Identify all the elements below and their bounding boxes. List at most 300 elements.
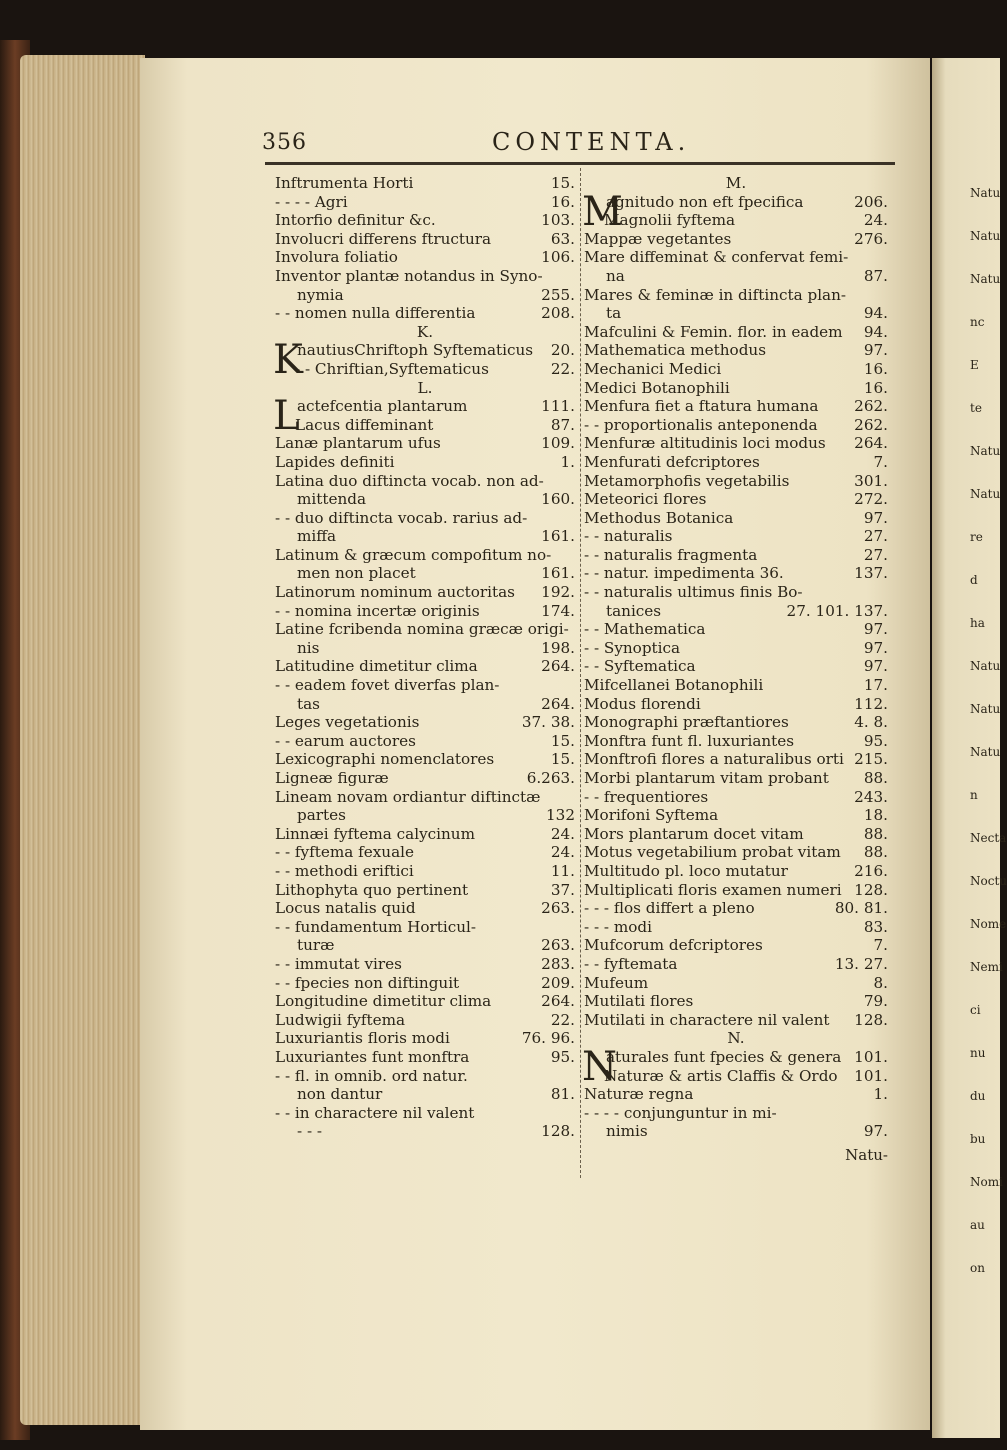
entry-text: - - immutat vires bbox=[275, 954, 402, 973]
page-reference: 137. bbox=[854, 564, 888, 583]
page-reference: 24. bbox=[863, 211, 888, 230]
facing-page-fragment: du bbox=[970, 1089, 986, 1103]
index-entry bbox=[275, 1085, 575, 1104]
entry-text: Lanæ plantarum ufus bbox=[275, 434, 441, 453]
entry-text: - - naturalis ultimus finis Bo- bbox=[584, 583, 803, 602]
index-entry bbox=[584, 1085, 888, 1104]
entry-text: - - frequentiores bbox=[584, 787, 709, 806]
entry-text: - - methodi eriftici bbox=[275, 861, 414, 880]
index-entry bbox=[275, 1011, 575, 1030]
index-entry bbox=[275, 788, 575, 807]
page-reference: 243. bbox=[854, 787, 888, 806]
facing-page-fragment: Necta bbox=[970, 831, 1007, 845]
index-entry bbox=[584, 248, 888, 267]
index-entry bbox=[584, 862, 888, 881]
index-entry bbox=[275, 918, 575, 937]
page-edges bbox=[20, 55, 145, 1425]
facing-page-fragment: Natu bbox=[970, 229, 1001, 243]
entry-text: - - Syftematica bbox=[584, 657, 696, 676]
page-reference: 76. 96. bbox=[521, 1029, 575, 1048]
index-column-right bbox=[582, 174, 888, 1165]
page-reference: 24. bbox=[550, 824, 575, 843]
entry-text: Naturæ & artis Claffis & Ordo bbox=[604, 1066, 838, 1085]
page-reference: 87. bbox=[863, 266, 888, 285]
facing-page-fragment: ha bbox=[970, 616, 985, 630]
index-entry bbox=[275, 713, 575, 732]
page-reference: 198. bbox=[541, 638, 575, 657]
page-reference: 301. bbox=[854, 471, 888, 490]
page-reference: 263. bbox=[541, 899, 575, 918]
page-reference: 97. bbox=[863, 1122, 888, 1141]
entry-text: Mares & feminæ in diftincta plan- bbox=[584, 285, 847, 304]
index-entry bbox=[275, 174, 575, 193]
entry-text: - - Mathematica bbox=[584, 620, 706, 639]
entry-text: - - Synoptica bbox=[584, 638, 681, 657]
entry-text: Inventor plantæ notandus in Syno- bbox=[275, 266, 543, 285]
page-reference: 15. bbox=[550, 750, 575, 769]
index-entry bbox=[275, 434, 575, 453]
index-entry bbox=[275, 230, 575, 249]
entry-text: - - nomen nulla differentia bbox=[275, 304, 476, 323]
page-reference: 111. bbox=[541, 397, 575, 416]
entry-text: Mufcorum defcriptores bbox=[584, 936, 763, 955]
index-entry bbox=[584, 360, 888, 379]
drop-cap: K bbox=[273, 337, 303, 384]
index-entry bbox=[584, 918, 888, 937]
entry-text: Medici Botanophili bbox=[584, 378, 730, 397]
index-entry bbox=[584, 881, 888, 900]
book-page bbox=[140, 58, 930, 1430]
entry-text: Latina duo diftincta vocab. non ad- bbox=[275, 471, 544, 490]
page-reference: 80. 81. bbox=[834, 899, 888, 918]
entry-text: Mufeum bbox=[584, 973, 649, 992]
index-entry bbox=[275, 750, 575, 769]
index-entry bbox=[275, 620, 575, 639]
page-reference: 88. bbox=[863, 769, 888, 787]
entry-text: - - - - conjunguntur in mi- bbox=[584, 1103, 777, 1122]
index-entry bbox=[584, 434, 888, 453]
facing-page-fragment: te bbox=[970, 401, 982, 415]
page-reference: 283. bbox=[541, 954, 575, 973]
page-reference: 97. bbox=[863, 508, 888, 527]
page-reference: 22. bbox=[550, 1010, 575, 1029]
entry-text: partes bbox=[297, 806, 346, 825]
index-entry bbox=[584, 341, 888, 360]
page-reference: 95. bbox=[863, 731, 888, 750]
entry-text: Involura foliatio bbox=[275, 248, 398, 267]
page-reference: 27. 101. 137. bbox=[786, 601, 888, 620]
facing-page-fragment: n bbox=[970, 788, 978, 802]
page-reference: 17. bbox=[863, 676, 888, 695]
entry-text: Monographi præftantiores bbox=[584, 713, 789, 732]
index-entry bbox=[275, 639, 575, 658]
page-reference: 81. bbox=[550, 1085, 575, 1104]
entry-text: aturales funt fpecies & genera bbox=[606, 1047, 842, 1066]
index-entry bbox=[584, 936, 888, 955]
index-entry bbox=[275, 769, 575, 788]
index-entry bbox=[275, 899, 575, 918]
page-reference: 264. bbox=[854, 434, 888, 453]
page-reference: 16. bbox=[863, 378, 888, 397]
drop-cap: N bbox=[582, 1043, 617, 1090]
index-entry bbox=[275, 1067, 575, 1086]
entry-text: - - fl. in omnib. ord natur. bbox=[275, 1066, 468, 1085]
entry-text: Leges vegetationis bbox=[275, 713, 420, 732]
facing-page-fragment: au bbox=[970, 1218, 985, 1232]
entry-text: Multiplicati floris examen numeri bbox=[584, 880, 842, 899]
index-entry bbox=[275, 286, 575, 305]
column-divider bbox=[580, 168, 582, 1178]
heading-text: K. bbox=[416, 322, 434, 341]
drop-cap: L bbox=[273, 393, 300, 440]
page-reference: 4. 8. bbox=[854, 713, 888, 732]
index-entry bbox=[584, 750, 888, 769]
page-reference: 132 bbox=[546, 806, 575, 825]
index-entry bbox=[584, 1104, 888, 1123]
page-reference: 103. bbox=[541, 211, 575, 230]
entry-text: men non placet bbox=[297, 564, 416, 583]
entry-text: Lexicographi nomenclatores bbox=[275, 750, 495, 769]
page-reference: 263. bbox=[541, 936, 575, 955]
entry-text: Latitudine dimetitur clima bbox=[275, 657, 478, 676]
entry-text: Linnæi fyftema calycinum bbox=[275, 824, 475, 843]
entry-text: Modus florendi bbox=[584, 694, 701, 713]
index-entry bbox=[275, 1029, 575, 1048]
entry-text: miffa bbox=[297, 527, 337, 546]
page-reference: 174. bbox=[541, 601, 575, 620]
index-entry bbox=[584, 230, 888, 249]
index-entry bbox=[584, 806, 888, 825]
heading-text: L. bbox=[417, 378, 433, 397]
index-entry bbox=[275, 360, 575, 379]
entry-text: turæ bbox=[297, 936, 335, 955]
entry-text: Mare diffeminat & confervat femi- bbox=[584, 248, 849, 267]
entry-text: Mafculini & Femin. flor. in eadem bbox=[584, 322, 843, 341]
entry-text: Methodus Botanica bbox=[584, 508, 734, 527]
page-reference: 15. bbox=[550, 174, 575, 192]
entry-text: Inftrumenta Horti bbox=[275, 174, 414, 192]
index-entry bbox=[275, 992, 575, 1011]
facing-page-fragment: bu bbox=[970, 1132, 986, 1146]
page-reference: 262. bbox=[854, 415, 888, 434]
entry-text: Intorfio definitur &c. bbox=[275, 211, 436, 230]
entry-text: Multitudo pl. loco mutatur bbox=[584, 861, 788, 880]
entry-text: Magnolii fyftema bbox=[604, 211, 736, 230]
index-entry bbox=[275, 936, 575, 955]
entry-text: - - - bbox=[297, 1122, 323, 1141]
entry-text: Mathematica methodus bbox=[584, 341, 766, 360]
entry-text: actefcentia plantarum bbox=[297, 397, 468, 416]
entry-text: agnitudo non eft fpecifica bbox=[606, 192, 804, 211]
index-entry bbox=[584, 267, 888, 286]
page-reference: 262. bbox=[854, 397, 888, 416]
index-entry bbox=[275, 509, 575, 528]
facing-page-fragment: Nome bbox=[970, 917, 1007, 931]
facing-page-fragment: Natu bbox=[970, 659, 1001, 673]
entry-text: Morbi plantarum vitam probant bbox=[584, 769, 829, 787]
index-entry bbox=[584, 509, 888, 528]
index-entry bbox=[584, 323, 888, 342]
facing-page-fragment: E bbox=[970, 358, 979, 372]
entry-text: - - fyftema fexuale bbox=[275, 843, 414, 862]
index-entry bbox=[584, 1067, 888, 1086]
entry-text: Mutilati in charactere nil valent bbox=[584, 1010, 830, 1029]
page-number: 356 bbox=[262, 130, 307, 155]
entry-text: Mifcellanei Botanophili bbox=[584, 676, 764, 695]
page-reference: 37. bbox=[550, 880, 575, 899]
index-entry bbox=[584, 472, 888, 491]
entry-text: Lineam novam ordiantur diftinctæ bbox=[275, 787, 541, 806]
index-entry bbox=[584, 955, 888, 974]
entry-text: - - in charactere nil valent bbox=[275, 1103, 475, 1122]
facing-page-fragment: ci bbox=[970, 1003, 981, 1017]
index-entry bbox=[584, 825, 888, 844]
page-reference: 1. bbox=[873, 1085, 888, 1104]
index-entry bbox=[584, 527, 888, 546]
index-entry bbox=[584, 974, 888, 993]
index-entry bbox=[584, 1011, 888, 1030]
entry-text: Monftra funt fl. luxuriantes bbox=[584, 731, 795, 750]
index-entry bbox=[275, 472, 575, 491]
page-reference: 79. bbox=[863, 992, 888, 1011]
page-reference: 161. bbox=[541, 564, 575, 583]
entry-text: na bbox=[606, 266, 625, 285]
page-reference: 18. bbox=[863, 806, 888, 825]
index-entry bbox=[275, 1048, 575, 1067]
entry-text: Latinorum nominum auctoritas bbox=[275, 583, 515, 602]
facing-page-fragment: re bbox=[970, 530, 983, 544]
page-reference: 160. bbox=[541, 490, 575, 509]
page-reference: 27. bbox=[863, 527, 888, 546]
page-reference: 208. bbox=[541, 304, 575, 323]
index-entry bbox=[584, 843, 888, 862]
index-entry bbox=[584, 992, 888, 1011]
entry-text: Naturæ regna bbox=[584, 1085, 694, 1104]
index-entry bbox=[275, 825, 575, 844]
page-reference: 88. bbox=[863, 843, 888, 862]
entry-text: Menfurati defcriptores bbox=[584, 452, 760, 471]
index-entry bbox=[275, 527, 575, 546]
letter-heading bbox=[275, 323, 575, 342]
index-entry bbox=[275, 732, 575, 751]
facing-page-fragment: on bbox=[970, 1261, 985, 1275]
entry-text: Longitudine dimetitur clima bbox=[275, 992, 492, 1011]
page-reference: 161. bbox=[541, 527, 575, 546]
entry-text: Ligneæ figuræ bbox=[275, 769, 389, 787]
entry-text: - - - flos differt a pleno bbox=[584, 899, 755, 918]
entry-text: non dantur bbox=[297, 1085, 383, 1104]
facing-page-fragment: Nemi bbox=[970, 960, 1003, 974]
index-entry bbox=[584, 286, 888, 305]
index-entry bbox=[584, 788, 888, 807]
entry-text: Metamorphofis vegetabilis bbox=[584, 471, 790, 490]
letter-heading bbox=[584, 1029, 888, 1048]
page-reference: 112. bbox=[854, 694, 888, 713]
facing-page-fragment: nc bbox=[970, 315, 985, 329]
entry-text: Luxuriantis floris modi bbox=[275, 1029, 450, 1048]
page-reference: 106. bbox=[541, 248, 575, 267]
facing-page-fragment: Natu bbox=[970, 745, 1001, 759]
entry-text: Latine fcribenda nomina græcæ origi- bbox=[275, 620, 569, 639]
page-reference: 101. bbox=[854, 1066, 888, 1085]
facing-page-fragment: Natu bbox=[970, 272, 1001, 286]
index-entry bbox=[584, 416, 888, 435]
page-heading: CONTENTA. bbox=[492, 128, 691, 156]
page-reference: 128. bbox=[854, 880, 888, 899]
entry-text: Mors plantarum docet vitam bbox=[584, 824, 804, 843]
index-entry bbox=[584, 713, 888, 732]
page-reference: 264. bbox=[541, 694, 575, 713]
index-entry bbox=[275, 955, 575, 974]
page-reference: 37. 38. bbox=[521, 713, 575, 732]
index-entry bbox=[275, 193, 575, 212]
index-entry bbox=[275, 416, 575, 435]
index-entry bbox=[275, 695, 575, 714]
index-entry bbox=[584, 657, 888, 676]
index-entry bbox=[584, 602, 888, 621]
entry-text: - - fpecies non diftinguit bbox=[275, 973, 460, 992]
page-reference: 264. bbox=[541, 657, 575, 676]
index-entry bbox=[275, 564, 575, 583]
entry-text: nis bbox=[297, 638, 320, 657]
page-reference: 216. bbox=[854, 861, 888, 880]
page-reference: 272. bbox=[854, 490, 888, 509]
entry-text: Locus natalis quid bbox=[275, 899, 416, 918]
page-reference: 128. bbox=[541, 1122, 575, 1141]
page-reference: 97. bbox=[863, 657, 888, 676]
page-reference: 6.263. bbox=[526, 769, 575, 787]
entry-text: Mappæ vegetantes bbox=[584, 229, 732, 248]
page-reference: 255. bbox=[541, 285, 575, 304]
entry-text: mittenda bbox=[297, 490, 367, 509]
page-reference: 24. bbox=[550, 843, 575, 862]
letter-heading bbox=[275, 379, 575, 398]
page-reference: 87. bbox=[550, 415, 575, 434]
page-reference: 95. bbox=[550, 1047, 575, 1066]
index-entry bbox=[275, 602, 575, 621]
page-reference: 7. bbox=[873, 936, 888, 955]
page-reference: 264. bbox=[541, 992, 575, 1011]
facing-page-fragment: nu bbox=[970, 1046, 986, 1060]
index-entry bbox=[584, 564, 888, 583]
page-reference: 15. bbox=[550, 731, 575, 750]
page-reference: 101. bbox=[854, 1047, 888, 1066]
facing-page-fragment: Natu bbox=[970, 487, 1001, 501]
facing-page-fragment: Nomi bbox=[970, 1175, 1003, 1189]
page-reference: 13. 27. bbox=[834, 954, 888, 973]
entry-text: tanices bbox=[606, 601, 662, 620]
page-reference: 97. bbox=[863, 341, 888, 360]
index-entry bbox=[584, 732, 888, 751]
index-entry bbox=[275, 806, 575, 825]
entry-text: tas bbox=[297, 694, 320, 713]
entry-text: Involucri differens ftructura bbox=[275, 229, 492, 248]
facing-page-fragment: d bbox=[970, 573, 978, 587]
entry-text: - - fundamentum Horticul- bbox=[275, 917, 477, 936]
page-reference: 97. bbox=[863, 638, 888, 657]
page-reference: 20. bbox=[550, 341, 575, 360]
index-entry bbox=[275, 843, 575, 862]
index-column-left bbox=[275, 174, 575, 1141]
index-entry bbox=[275, 453, 575, 472]
entry-text: - - naturalis bbox=[584, 527, 673, 546]
entry-text: - - duo diftincta vocab. rarius ad- bbox=[275, 508, 528, 527]
facing-page-fragment: Noctu bbox=[970, 874, 1007, 888]
page-reference: 8. bbox=[873, 973, 888, 992]
facing-page-edge bbox=[932, 58, 1007, 1438]
entry-text: - - Chriftian,Syftematicus bbox=[295, 359, 489, 378]
page-reference: 63. bbox=[550, 229, 575, 248]
page-reference: 215. bbox=[854, 750, 888, 769]
page-reference: 209. bbox=[541, 973, 575, 992]
index-entry bbox=[584, 546, 888, 565]
page-reference: 11. bbox=[550, 861, 575, 880]
page-reference: 22. bbox=[550, 359, 575, 378]
entry-text: Motus vegetabilium probat vitam bbox=[584, 843, 841, 862]
index-entry bbox=[584, 620, 888, 639]
index-entry bbox=[275, 1122, 575, 1141]
index-entry bbox=[584, 676, 888, 695]
entry-text: Lacus diffeminant bbox=[295, 415, 434, 434]
entry-text: Monftrofi flores a naturalibus orti bbox=[584, 750, 844, 769]
index-entry bbox=[584, 583, 888, 602]
page-reference: 27. bbox=[863, 545, 888, 564]
entry-text: - - - modi bbox=[584, 917, 653, 936]
index-entry bbox=[275, 267, 575, 286]
page-reference: 88. bbox=[863, 824, 888, 843]
page-reference: 276. bbox=[854, 229, 888, 248]
page-reference: 16. bbox=[863, 359, 888, 378]
entry-text: Menfura fiet a ftatura humana bbox=[584, 397, 819, 416]
letter-heading bbox=[584, 174, 888, 193]
entry-text: - - eadem fovet diverfas plan- bbox=[275, 676, 500, 695]
index-entry bbox=[584, 397, 888, 416]
catchword: Natu- bbox=[845, 1146, 888, 1165]
index-entry bbox=[275, 211, 575, 230]
page-reference: 206. bbox=[854, 192, 888, 211]
index-entry bbox=[584, 379, 888, 398]
index-entry bbox=[584, 899, 888, 918]
page-reference: 94. bbox=[863, 304, 888, 323]
page-reference: 97. bbox=[863, 620, 888, 639]
index-entry bbox=[584, 1122, 888, 1141]
entry-text: - - fyftemata bbox=[584, 954, 678, 973]
entry-text: Meteorici flores bbox=[584, 490, 707, 509]
header-rule bbox=[265, 162, 895, 165]
index-entry bbox=[584, 639, 888, 658]
entry-text: Mechanici Medici bbox=[584, 359, 722, 378]
index-entry bbox=[584, 304, 888, 323]
entry-text: ta bbox=[606, 304, 622, 323]
entry-text: - - - - Agri bbox=[275, 192, 348, 211]
page-reference: 192. bbox=[541, 583, 575, 602]
heading-text: N. bbox=[727, 1029, 745, 1048]
index-entry bbox=[584, 211, 888, 230]
entry-text: nautiusChriftoph Syftematicus bbox=[297, 341, 534, 360]
facing-page-fragment: Natu bbox=[970, 186, 1001, 200]
index-entry bbox=[275, 490, 575, 509]
drop-cap: M bbox=[582, 188, 623, 235]
index-entry bbox=[584, 453, 888, 472]
index-entry bbox=[275, 583, 575, 602]
index-entry bbox=[275, 248, 575, 267]
index-entry bbox=[275, 657, 575, 676]
entry-text: Luxuriantes funt monftra bbox=[275, 1047, 470, 1066]
entry-text: - - proportionalis anteponenda bbox=[584, 415, 818, 434]
entry-text: nymia bbox=[297, 285, 344, 304]
index-entry bbox=[275, 862, 575, 881]
entry-text: Latinum & græcum compofitum no- bbox=[275, 545, 552, 564]
